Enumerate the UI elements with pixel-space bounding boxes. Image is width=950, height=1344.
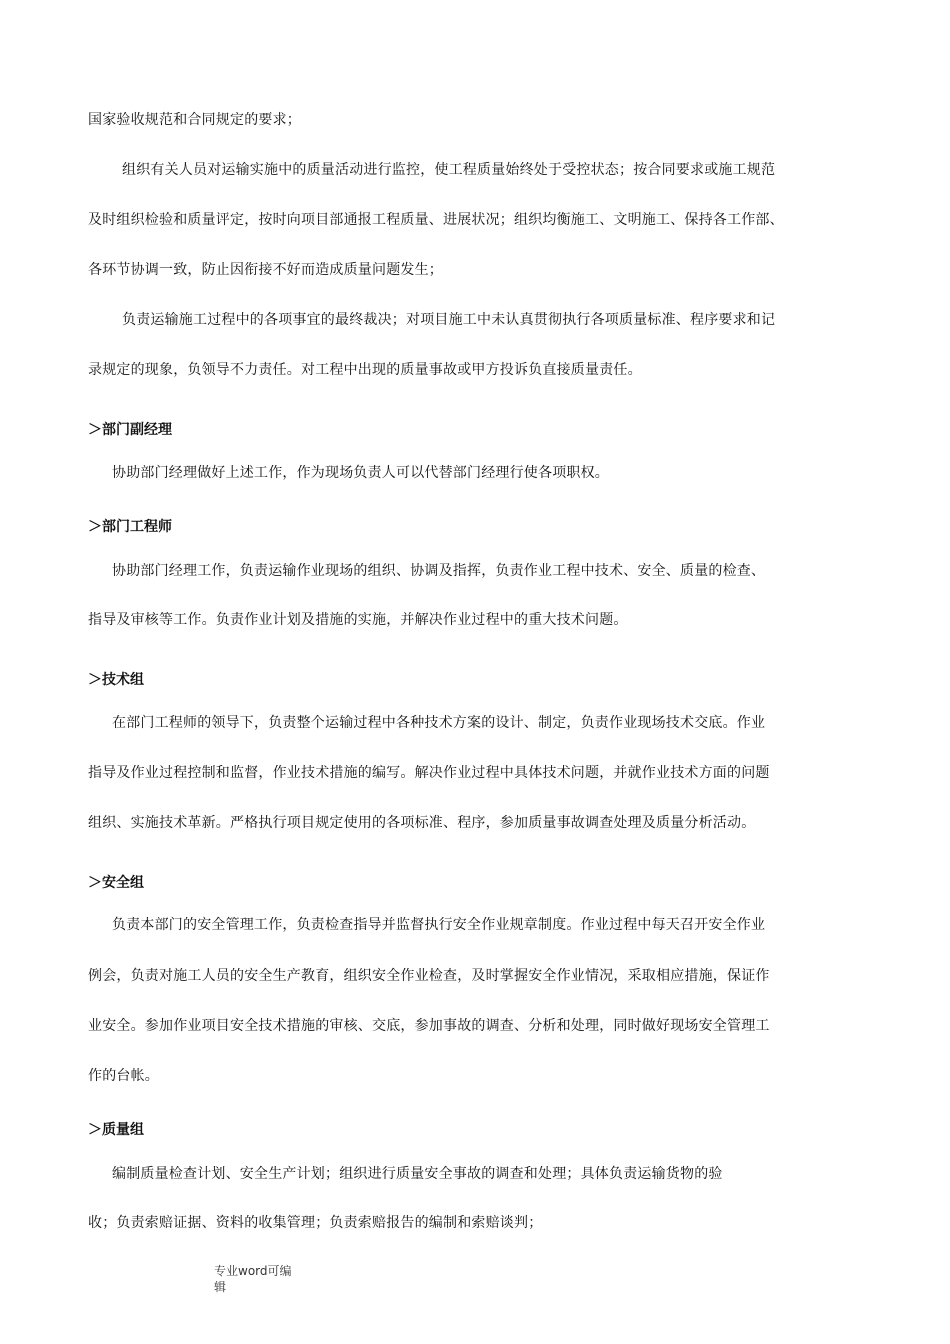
paragraph-line: 各环节协调一致，防止因衔接不好而造成质量问题发生； — [88, 262, 443, 278]
section-heading-engineer: ＞部门工程师 — [88, 519, 172, 535]
paragraph-line: 指导及作业过程控制和监督，作业技术措施的编写。解决作业过程中具体技术问题，并就作业技术方面的问题 — [88, 765, 770, 781]
paragraph-line: 收；负责索赔证据、资料的收集管理；负责索赔报告的编制和索赔谈判； — [88, 1215, 543, 1231]
footer-note: 专业word可编 — [214, 1264, 292, 1278]
paragraph-line: 作的台帐。 — [88, 1068, 159, 1084]
paragraph-line: 编制质量检查计划、安全生产计划；组织进行质量安全事故的调查和处理；具体负责运输货物的验 — [112, 1166, 723, 1182]
paragraph-line: 负责本部门的安全管理工作，负责检查指导并监督执行安全作业规章制度。作业过程中每天召开安全作业 — [112, 917, 766, 933]
paragraph-line: 组织有关人员对运输实施中的质量活动进行监控，使工程质量始终处于受控状态；按合同要求或施工规范 — [122, 162, 776, 178]
paragraph-line: 录规定的现象，负领导不力责任。对工程中出现的质量事故或甲方投诉负直接质量责任。 — [88, 362, 642, 378]
paragraph-line: 及时组织检验和质量评定，按时向项目部通报工程质量、进展状况；组织均衡施工、文明施工、保持各工作部、 — [88, 212, 784, 228]
section-heading-safety-group: ＞安全组 — [88, 875, 144, 891]
paragraph-line: 国家验收规范和合同规定的要求； — [88, 112, 301, 128]
paragraph-line: 在部门工程师的领导下，负责整个运输过程中各种技术方案的设计、制定，负责作业现场技术交底。作业 — [112, 715, 766, 731]
paragraph-line: 负责运输施工过程中的各项事宜的最终裁决；对项目施工中未认真贯彻执行各项质量标准、程序要求和记 — [122, 312, 776, 328]
paragraph-line: 例会，负责对施工人员的安全生产教育，组织安全作业检查，及时掌握安全作业情况，采取相应措施，保证作 — [88, 968, 770, 984]
section-heading-quality-group: ＞质量组 — [88, 1122, 144, 1138]
paragraph-line: 协助部门经理做好上述工作，作为现场负责人可以代替部门经理行使各项职权。 — [112, 465, 609, 481]
footer-note-continued: 辑 — [214, 1280, 227, 1294]
section-heading-deputy-manager: ＞部门副经理 — [88, 422, 172, 438]
paragraph-line: 协助部门经理工作，负责运输作业现场的组织、协调及指挥，负责作业工程中技术、安全、质量的检查、 — [112, 563, 766, 579]
paragraph-line: 业安全。参加作业项目安全技术措施的审核、交底，参加事故的调查、分析和处理，同时做好现场安全管理工 — [88, 1018, 770, 1034]
paragraph-line: 组织、实施技术革新。严格执行项目规定使用的各项标准、程序，参加质量事故调查处理及质量分析活动。 — [88, 815, 756, 831]
paragraph-line: 指导及审核等工作。负责作业计划及措施的实施，并解决作业过程中的重大技术问题。 — [88, 612, 628, 628]
section-heading-tech-group: ＞技术组 — [88, 672, 144, 688]
